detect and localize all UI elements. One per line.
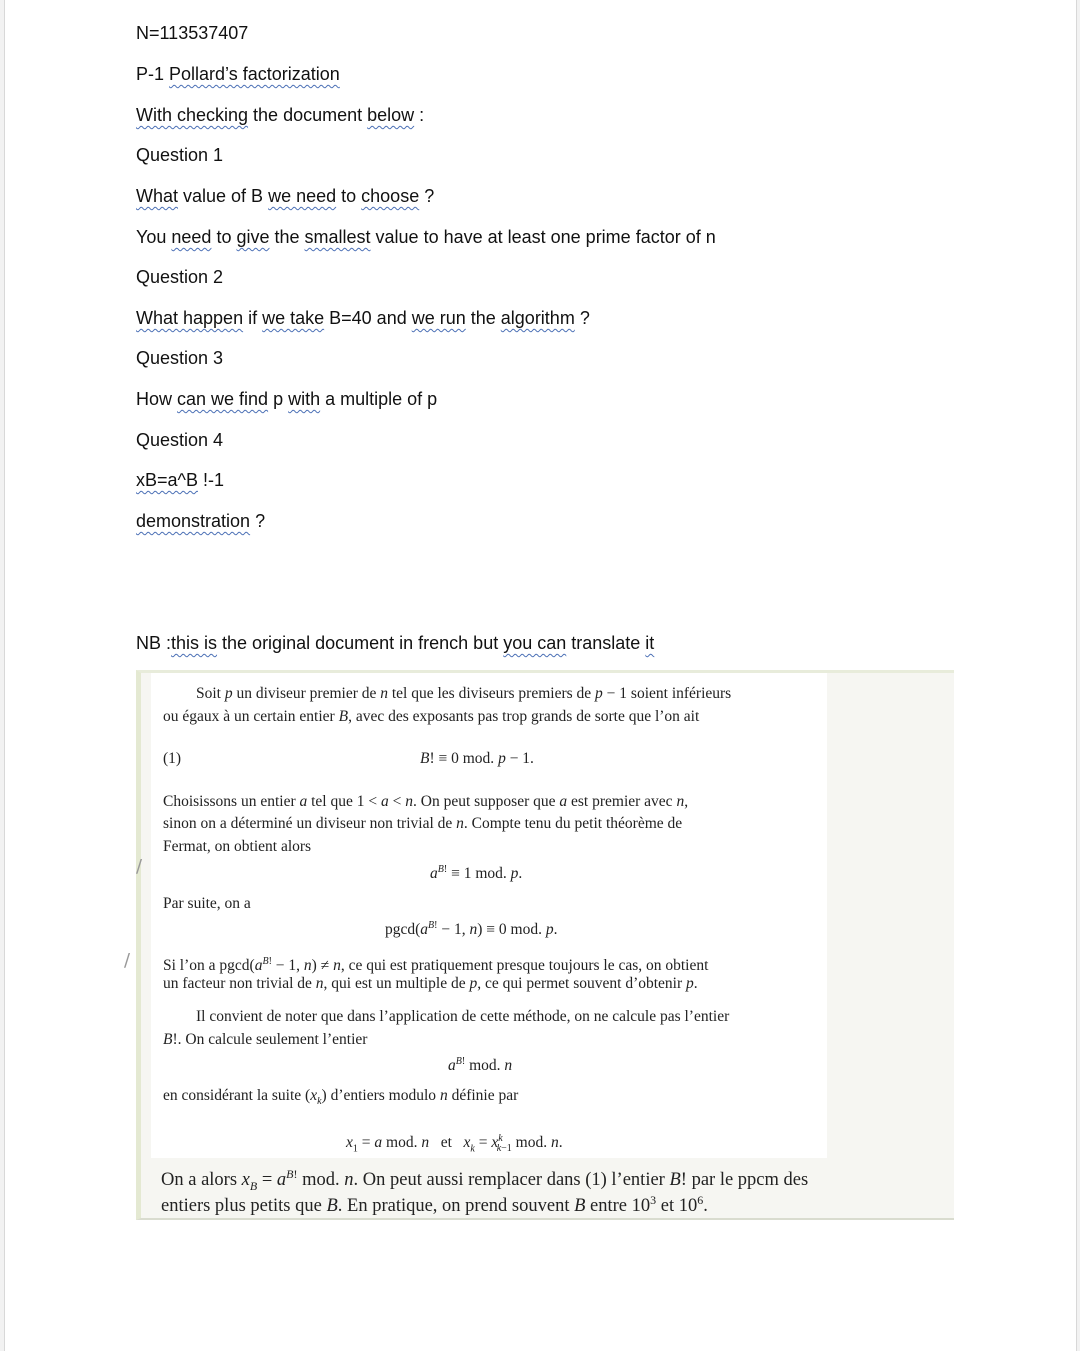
equation-3: $pgcd(a^{B!} - 1$, n) ≡ 0 mod. p.: [385, 920, 558, 939]
scan-margin-mark: /: [136, 856, 143, 877]
equation-4: $a^{B!}$ mod. n: [448, 1056, 513, 1075]
equation-5: $x_1 = a$ mod. n et $x_k = x^k_{k-1}$ mod. n.: [346, 1133, 563, 1155]
french-paragraph-1-line-1: Soit p un diviseur premier de n tel que les diviseurs premiers de p − 1 soient inférieurs: [196, 685, 732, 702]
question-4-label: Question 4: [136, 430, 224, 450]
french-paragraph-3: Par suite, on a: [163, 895, 251, 912]
question-2-text: What happen if we take B=40 and we run the algorithm ?: [136, 308, 590, 328]
french-paragraph-1-line-2: ou égaux à un certain entier B, avec des exposants pas trop grands de sorte que l’on ait: [163, 708, 700, 725]
question-2-label: Question 2: [136, 267, 224, 287]
question-3-text: How can we find p with a multiple of p: [136, 389, 438, 409]
french-paragraph-4-line-1: Si l’on a $pgcd(a^{B!} - 1$, n) ≠ n, ce qui est pratiquement presque toujours le cas, on obtient: [163, 956, 709, 975]
question-1-detail: You need to give the smallest value to have at least one prime factor of n: [136, 227, 716, 247]
french-document-image: [124, 670, 954, 1220]
question-1-label: Question 1: [136, 145, 224, 165]
french-paragraph-5-line-2: B!. On calcule seulement l’entier: [163, 1031, 368, 1048]
question-3-label: Question 3: [136, 348, 224, 368]
question-4-formula: xB=a^B !-1: [136, 470, 224, 490]
french-paragraph-2-line-3: Fermat, on obtient alors: [163, 838, 312, 855]
french-paragraph-2-line-1: Choisissons un entier a tel que 1 < a < n. On peut supposer que a est premier avec n,: [163, 793, 689, 810]
equation-2: $a^{B!} \equiv 1$ mod. p.: [430, 864, 523, 883]
equation-1: B! ≡ 0 mod. p − 1.: [420, 750, 534, 767]
title-line: P-1 Pollard’s factorization: [136, 64, 340, 84]
french-paragraph-7-line-2: entiers plus petits que B. En pratique, on prend souvent B entre $10^3$ et $10^6$.: [161, 1193, 708, 1217]
french-paragraph-7-line-1: On a alors $x_B = a^{B!}$ mod. n. On peut aussi remplacer dans (1) l’entier B! par le ppcm des: [161, 1167, 809, 1193]
french-paragraph-5-line-1: Il convient de noter que dans l’application de cette méthode, on ne calcule pas l’entier: [196, 1008, 730, 1025]
document-page: [4, 0, 1077, 1351]
question-4-text: demonstration ?: [136, 511, 266, 531]
scan-margin-mark: /: [124, 950, 131, 971]
intro-line: With checking the document below :: [136, 105, 425, 125]
french-paragraph-4-line-2: un facteur non trivial de n, qui est un multiple de p, ce qui permet souvent d’obtenir p.: [163, 975, 698, 992]
french-paragraph-6: en considérant la suite $(x_k)$ d’entiers modulo n définie par: [163, 1087, 519, 1108]
n-value-line: N=113537407: [136, 23, 249, 43]
french-paragraph-2-line-2: sinon on a déterminé un diviseur non trivial de n. Compte tenu du petit théorème de: [163, 815, 683, 832]
question-1-text: What value of B we need to choose ?: [136, 186, 435, 206]
note-line: NB :this is the original document in french but you can translate it: [136, 633, 655, 653]
equation-number: (1): [163, 750, 182, 767]
